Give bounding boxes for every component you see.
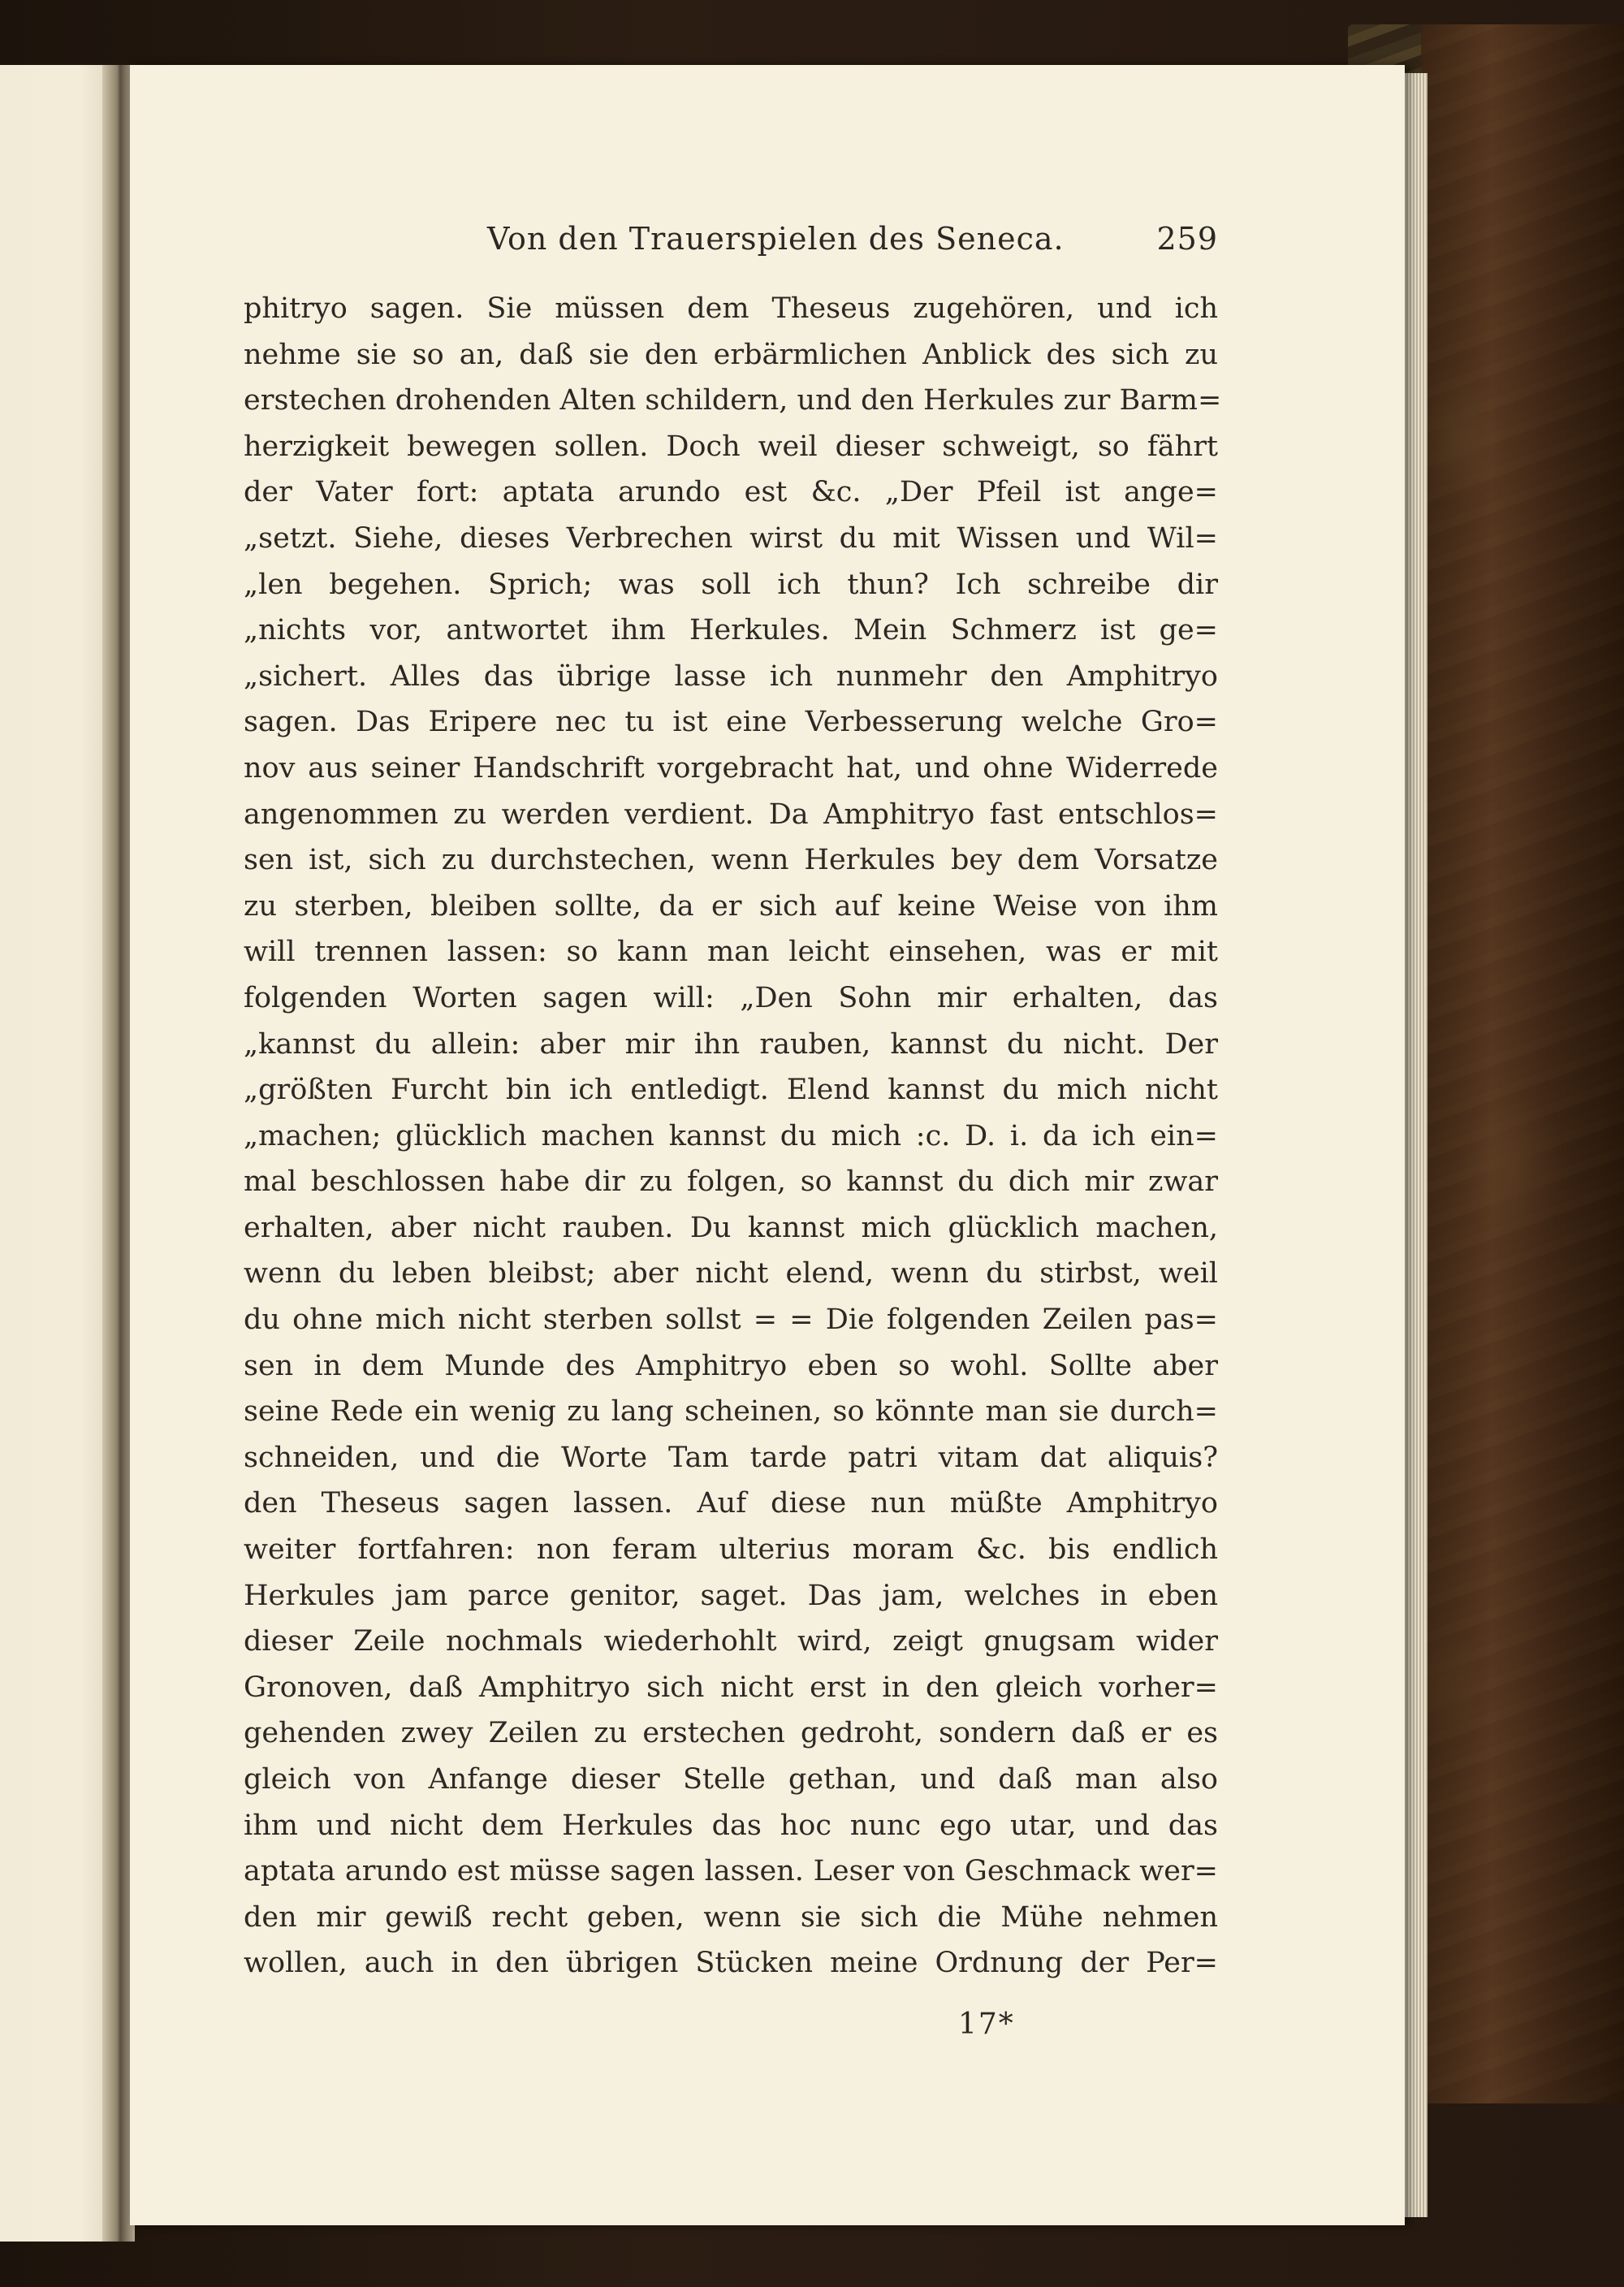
text-line: nov aus seiner Handschrift vorgebracht hat, und ohne Widerrede xyxy=(244,751,1218,785)
text-line: „größten Furcht bin ich entledigt. Elend kannst du mich nicht xyxy=(244,1074,1218,1107)
page-header xyxy=(244,221,1218,270)
facing-page xyxy=(0,65,114,2242)
text-line: Herkules jam parce genitor, saget. Das jam, welches in eben xyxy=(244,1579,1218,1612)
text-line: will trennen lassen: so kann man leicht einsehen, was er mit xyxy=(244,936,1218,969)
text-line: „nichts vor, antwortet ihm Herkules. Mein Schmerz ist ge= xyxy=(244,614,1218,647)
text-line: aptata arundo est müsse sagen lassen. Leser von Geschmack wer= xyxy=(244,1855,1218,1888)
text-line: Gronoven, daß Amphitryo sich nicht erst in den gleich vorher= xyxy=(244,1671,1218,1704)
text-line: angenommen zu werden verdient. Da Amphitryo fast entschlos= xyxy=(244,798,1218,831)
text-line: mal beschlossen habe dir zu folgen, so kannst du dich mir zwar xyxy=(244,1165,1218,1199)
text-line: folgenden Worten sagen will: „Den Sohn mir erhalten, das xyxy=(244,981,1218,1014)
text-line: ihm und nicht dem Herkules das hoc nunc ego utar, und das xyxy=(244,1809,1218,1842)
text-line: herzigkeit bewegen sollen. Doch weil dieser schweigt, so fährt xyxy=(244,430,1218,463)
text-line: „kannst du allein: aber mir ihn rauben, kannst du nicht. Der xyxy=(244,1027,1218,1061)
text-line: gehenden zwey Zeilen zu erstechen gedroht, sondern daß er es xyxy=(244,1717,1218,1750)
text-line: wenn du leben bleibst; aber nicht elend, wenn du stirbst, weil xyxy=(244,1257,1218,1290)
text-line: wollen, auch in den übrigen Stücken meine Ordnung der Per= xyxy=(244,1947,1218,1980)
text-line: „setzt. Siehe, dieses Verbrechen wirst du mit Wissen und Wil= xyxy=(244,521,1218,555)
body-text xyxy=(244,286,1222,1987)
text-line: nehme sie so an, daß sie den erbärmlichen Anblick des sich zu xyxy=(244,338,1218,371)
text-line: zu sterben, bleiben sollte, da er sich auf keine Weise von ihm xyxy=(244,889,1218,923)
text-line: schneiden, und die Worte Tam tarde patri vitam dat aliquis? xyxy=(244,1441,1218,1474)
text-line: „len begehen. Sprich; was soll ich thun? Ich schreibe dir xyxy=(244,568,1218,601)
text-line: phitryo sagen. Sie müssen dem Theseus zugehören, und ich xyxy=(244,292,1218,325)
text-line: erhalten, aber nicht rauben. Du kannst mich glücklich machen, xyxy=(244,1211,1218,1244)
text-line: seine Rede ein wenig zu lang scheinen, so könnte man sie durch= xyxy=(244,1395,1218,1429)
page-edges xyxy=(1405,73,1427,2217)
text-line: dieser Zeile nochmals wiederhohlt wird, zeigt gnugsam wider xyxy=(244,1625,1218,1658)
text-line: weiter fortfahren: non feram ulterius moram &c. bis endlich xyxy=(244,1533,1218,1567)
text-line: „sichert. Alles das übrige lasse ich nunmehr den Amphitryo xyxy=(244,659,1218,693)
text-line: den Theseus sagen lassen. Auf diese nun müßte Amphitryo xyxy=(244,1487,1218,1520)
text-line: erstechen drohenden Alten schildern, und den Herkules zur Barm= xyxy=(244,384,1222,417)
page-number: 259 xyxy=(1156,221,1218,257)
running-title: Von den Trauerspielen des Seneca. xyxy=(487,221,1065,257)
text-line: sen in dem Munde des Amphitryo eben so wohl. Sollte aber xyxy=(244,1349,1218,1382)
text-line: sen ist, sich zu durchstechen, wenn Herkules bey dem Vorsatze xyxy=(244,844,1218,877)
text-line: sagen. Das Eripere nec tu ist eine Verbesserung welche Gro= xyxy=(244,706,1218,739)
text-line: gleich von Anfange dieser Stelle gethan, und daß man also xyxy=(244,1763,1218,1796)
book-spine xyxy=(1421,24,1624,2103)
text-line: „machen; glücklich machen kannst du mich :c. D. i. da ich ein= xyxy=(244,1119,1218,1152)
text-line: der Vater fort: aptata arundo est &c. „Der Pfeil ist ange= xyxy=(244,476,1218,509)
signature-mark: 17* xyxy=(958,2008,1015,2041)
text-line: den mir gewiß recht geben, wenn sie sich die Mühe nehmen xyxy=(244,1900,1218,1934)
text-line: du ohne mich nicht sterben sollst = = Die folgenden Zeilen pas= xyxy=(244,1303,1218,1337)
